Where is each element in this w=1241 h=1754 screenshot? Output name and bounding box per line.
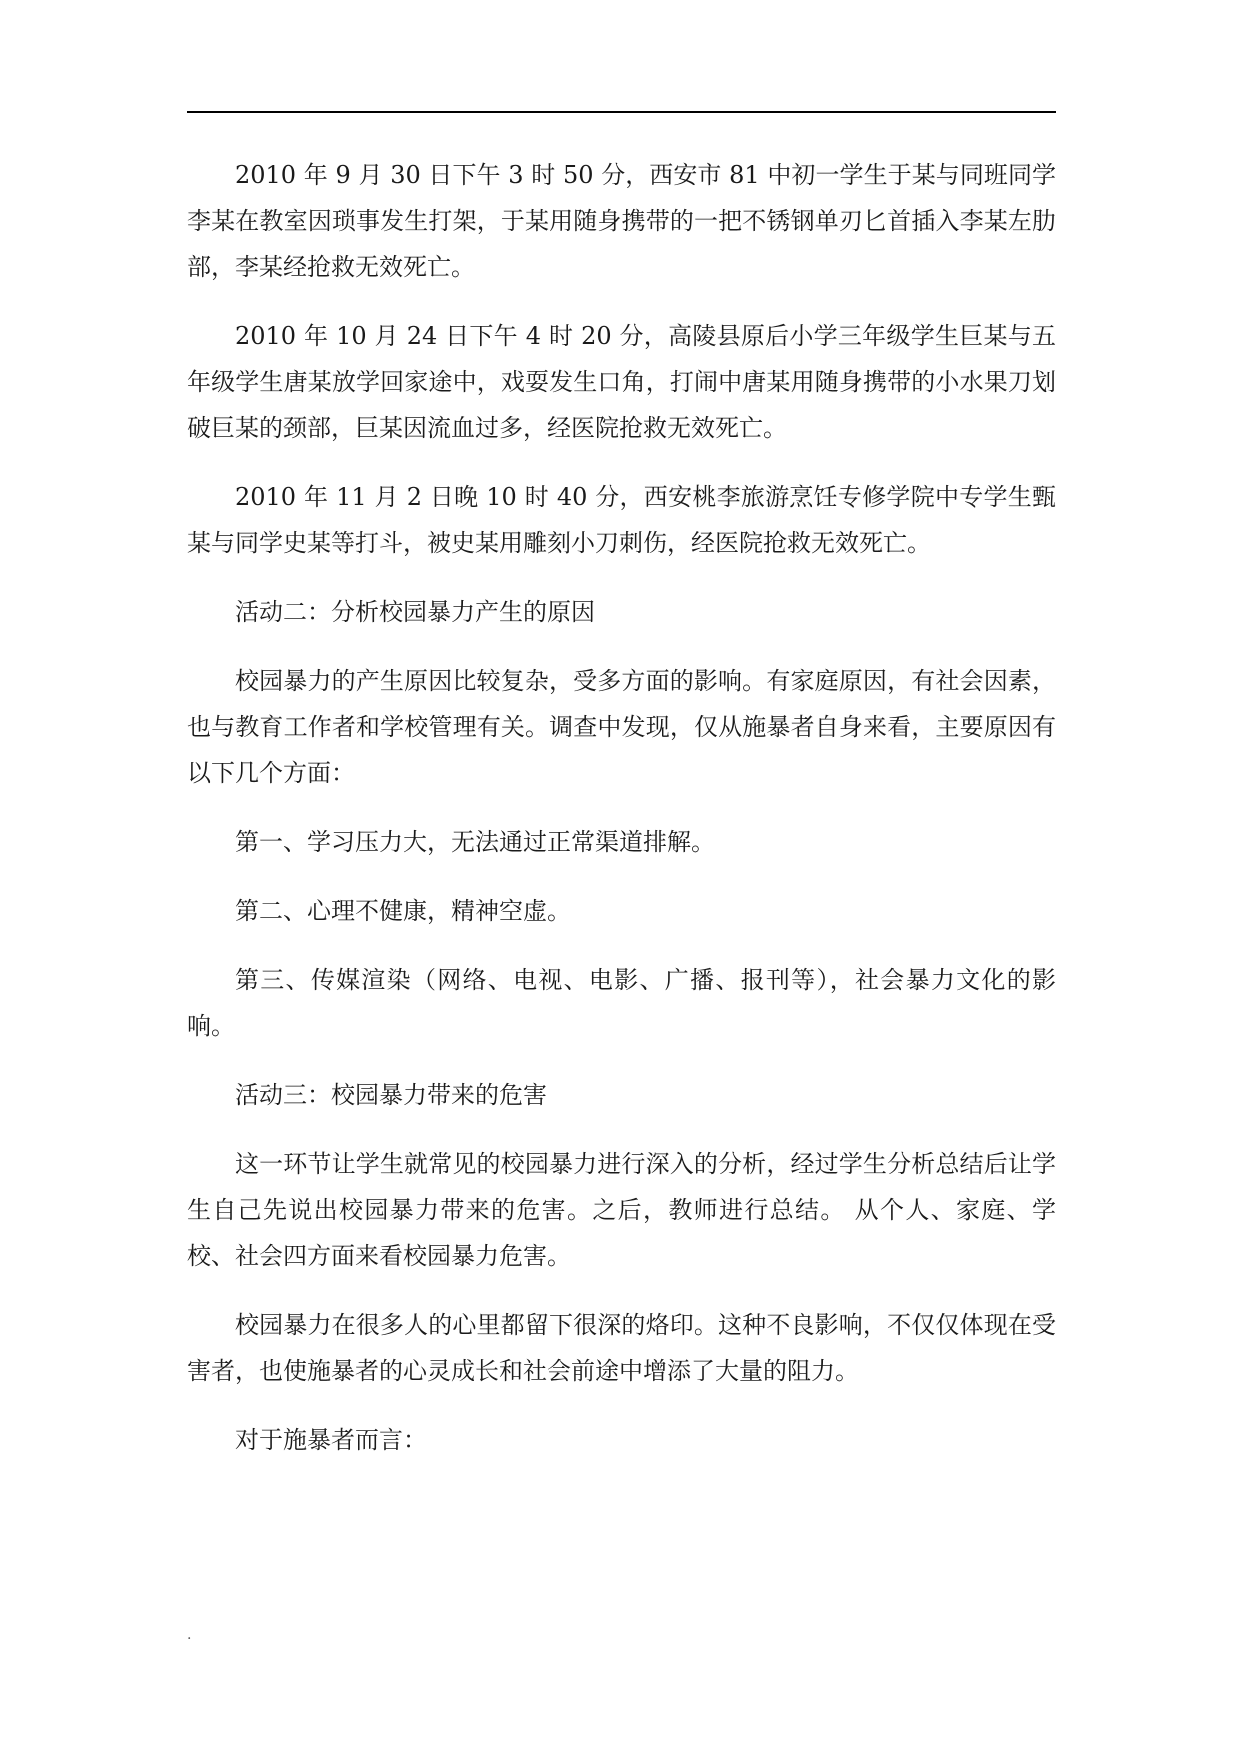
cause-item-1: 第一、学习压力大，无法通过正常渠道排解。: [235, 828, 715, 856]
perpetrator-intro-paragraph: 对于施暴者而言：: [235, 1426, 427, 1454]
cause-item-3: 第三、传媒渲染（网络、电视、电影、广播、报刊等），社会暴力文化的影响。: [187, 966, 1056, 1040]
activity-two-heading: 活动二：分析校园暴力产生的原因: [235, 598, 595, 626]
case-paragraph-3: 2010 年 11 月 2 日晚 10 时 40 分，西安桃李旅游烹饪专修学院中专学生甄某与同学史某等打斗，被史某用雕刻小刀刺伤，经医院抢救无效死亡。: [187, 483, 1056, 557]
activity-three-heading: 活动三：校园暴力带来的危害: [235, 1081, 547, 1109]
case-paragraph-1: 2010 年 9 月 30 日下午 3 时 50 分，西安市 81 中初一学生于某与同班同学李某在教室因琐事发生打架，于某用随身携带的一把不锈钢单刃匕首插入李某左肋部，李某经抢救无效死亡。: [187, 161, 1056, 281]
case-paragraph-2: 2010 年 10 月 24 日下午 4 时 20 分，高陵县原后小学三年级学生巨某与五年级学生唐某放学回家途中，戏耍发生口角，打闹中唐某用随身携带的小水果刀划破巨某的颈部，巨某因流血过多，经医院抢救无效死亡。: [187, 322, 1056, 442]
causes-intro-paragraph: 校园暴力的产生原因比较复杂，受多方面的影响。有家庭原因，有社会因素，也与教育工作者和学校管理有关。调查中发现，仅从施暴者自身来看，主要原因有以下几个方面：: [187, 667, 1056, 787]
document-body: [187, 152, 1056, 1486]
cause-item-2: 第二、心理不健康，精神空虚。: [235, 897, 571, 925]
harm-analysis-paragraph: 这一环节让学生就常见的校园暴力进行深入的分析，经过学生分析总结后让学生自己先说出校园暴力带来的危害。之后，教师进行总结。 从个人、家庭、学校、社会四方面来看校园暴力危害。: [187, 1150, 1056, 1270]
header-rule: [187, 111, 1056, 113]
harm-impact-paragraph: 校园暴力在很多人的心里都留下很深的烙印。这种不良影响，不仅仅体现在受害者，也使施暴者的心灵成长和社会前途中增添了大量的阻力。: [187, 1311, 1056, 1385]
page-mark: .: [187, 1627, 192, 1643]
